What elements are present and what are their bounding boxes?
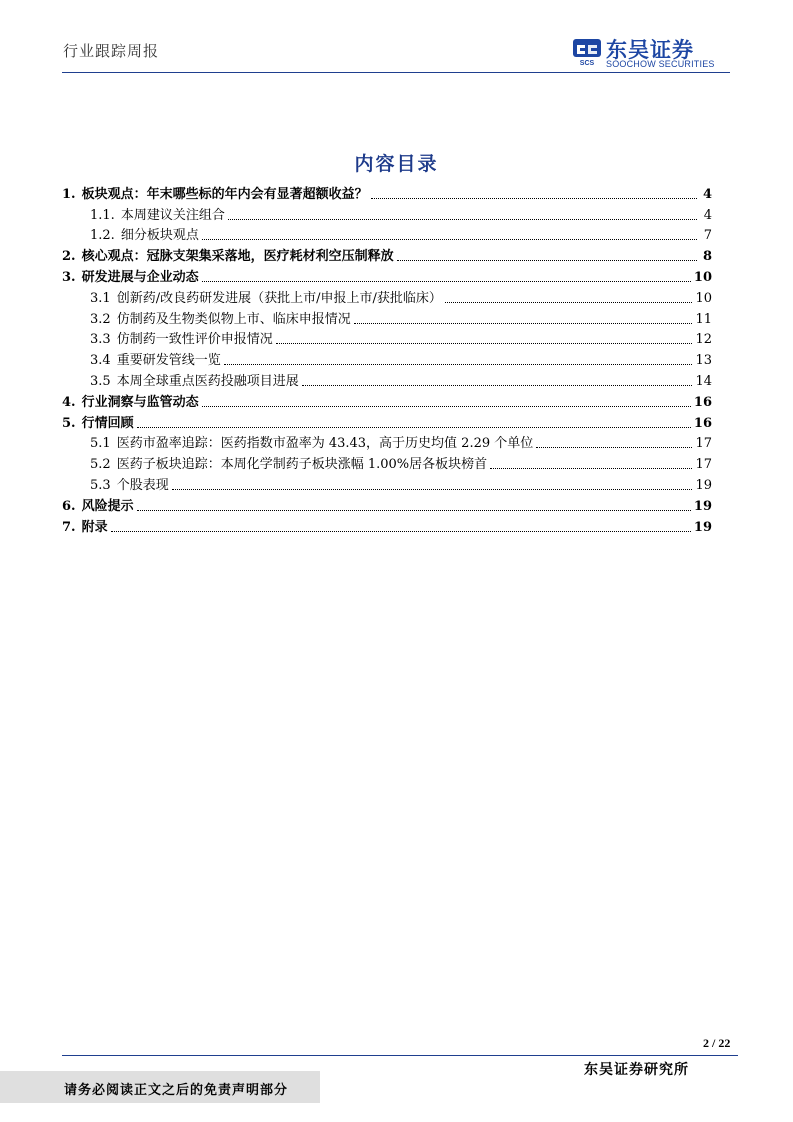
toc-entry-number: 1.2. bbox=[90, 228, 115, 244]
toc-dot-leader bbox=[228, 219, 697, 220]
toc-entry-text: 风险提示 bbox=[81, 498, 134, 514]
toc-entry-number: 4. bbox=[62, 394, 76, 410]
toc-entry-page: 12 bbox=[695, 332, 712, 348]
toc-dot-leader bbox=[202, 281, 691, 282]
toc-entry-text: 核心观点：冠脉支架集采落地，医疗耗材利空压制释放 bbox=[81, 249, 394, 265]
toc-dot-leader bbox=[536, 447, 692, 448]
toc-entry-text: 医药子板块追踪：本周化学制药子板块涨幅 1.00%居各板块榜首 bbox=[116, 457, 488, 473]
toc-entry-text: 本周全球重点医药投融项目进展 bbox=[116, 373, 299, 389]
toc-entry-page: 16 bbox=[693, 394, 712, 410]
toc-entry-text: 重要研发管线一览 bbox=[116, 353, 221, 369]
toc-entry-page: 10 bbox=[693, 269, 712, 285]
toc-entry-number: 7. bbox=[62, 519, 76, 535]
toc-entry-text: 医药市盈率追踪：医药指数市盈率为 43.43，高于历史均值 2.29 个单位 bbox=[116, 436, 534, 452]
toc-entry-page: 19 bbox=[695, 477, 712, 493]
toc-dot-leader bbox=[137, 510, 691, 511]
toc-dot-leader bbox=[276, 343, 693, 344]
toc-entry-number: 1.1. bbox=[90, 207, 115, 223]
toc-dot-leader bbox=[111, 531, 691, 532]
toc-entry[interactable] bbox=[62, 411, 712, 432]
toc-entry-page: 16 bbox=[693, 415, 712, 431]
toc-entry[interactable] bbox=[62, 265, 712, 286]
toc-entry[interactable] bbox=[62, 494, 712, 515]
toc-entry-number: 6. bbox=[62, 498, 76, 514]
footer-divider bbox=[62, 1055, 738, 1056]
toc-entry-text: 仿制药及生物类似物上市、临床申报情况 bbox=[116, 311, 351, 327]
toc-entry-number: 1. bbox=[62, 186, 76, 202]
header-divider bbox=[62, 72, 730, 73]
toc-entry-page: 13 bbox=[695, 353, 712, 369]
toc-entry-page: 19 bbox=[693, 519, 712, 535]
toc-entry-page: 14 bbox=[695, 373, 712, 389]
toc-dot-leader bbox=[202, 406, 691, 407]
footer-organization: 东吴证券研究所 bbox=[584, 1062, 689, 1078]
toc-entry-number: 5. bbox=[62, 415, 76, 431]
toc-entry-text: 创新药/改良药研发进展（获批上市/申报上市/获批临床） bbox=[116, 290, 442, 306]
toc-entry-number: 3.1 bbox=[90, 290, 111, 306]
toc-entry-text: 本周建议关注组合 bbox=[120, 207, 225, 223]
toc-entry-page: 19 bbox=[693, 498, 712, 514]
toc-entry[interactable] bbox=[62, 390, 712, 411]
toc-entry[interactable] bbox=[62, 348, 712, 369]
logo-mark-text: SCS bbox=[579, 60, 595, 66]
toc-entry[interactable] bbox=[62, 286, 712, 307]
toc-entry-number: 3.2 bbox=[90, 311, 111, 327]
toc-entry-number: 3.3 bbox=[90, 332, 111, 348]
toc-entry-number: 5.2 bbox=[90, 457, 111, 473]
toc-entry-page: 7 bbox=[703, 228, 712, 244]
toc-dot-leader bbox=[397, 260, 697, 261]
table-of-contents bbox=[62, 182, 712, 536]
toc-dot-leader bbox=[371, 198, 697, 199]
toc-entry[interactable] bbox=[62, 328, 712, 349]
toc-dot-leader bbox=[202, 239, 697, 240]
toc-entry[interactable] bbox=[62, 432, 712, 453]
toc-entry-page: 8 bbox=[702, 249, 712, 265]
toc-entry-page: 17 bbox=[695, 457, 712, 473]
logo-chinese-name: 东吴证券 bbox=[606, 38, 694, 62]
toc-title: 内容目录 bbox=[354, 153, 439, 175]
toc-entry-text: 细分板块观点 bbox=[120, 228, 199, 244]
toc-entry-number: 3.5 bbox=[90, 373, 111, 389]
toc-dot-leader bbox=[302, 385, 693, 386]
toc-entry-text: 行业洞察与监管动态 bbox=[81, 394, 199, 410]
toc-entry-text: 仿制药一致性评价申报情况 bbox=[116, 332, 273, 348]
company-logo bbox=[572, 34, 732, 70]
page-number: 2 / 22 bbox=[703, 1036, 731, 1050]
logo-mark-icon bbox=[572, 36, 602, 66]
toc-dot-leader bbox=[172, 489, 693, 490]
toc-entry[interactable] bbox=[62, 182, 712, 203]
toc-entry-page: 4 bbox=[703, 207, 712, 223]
toc-entry[interactable] bbox=[62, 369, 712, 390]
disclaimer-notice bbox=[0, 1071, 320, 1103]
toc-entry[interactable] bbox=[62, 244, 712, 265]
toc-entry[interactable] bbox=[62, 307, 712, 328]
toc-entry-text: 个股表现 bbox=[116, 477, 169, 493]
toc-entry[interactable] bbox=[62, 224, 712, 245]
toc-entry-number: 5.1 bbox=[90, 436, 111, 452]
toc-entry-number: 5.3 bbox=[90, 477, 111, 493]
toc-entry-number: 2. bbox=[62, 249, 76, 265]
toc-entry-text: 行情回顾 bbox=[81, 415, 134, 431]
logo-english-name: SOOCHOW SECURITIES bbox=[606, 59, 715, 69]
toc-entry-page: 10 bbox=[695, 290, 712, 306]
toc-entry-page: 17 bbox=[695, 436, 712, 452]
toc-entry-page: 11 bbox=[695, 311, 712, 327]
toc-entry[interactable] bbox=[62, 515, 712, 536]
report-type-label: 行业跟踪周报 bbox=[63, 42, 160, 60]
disclaimer-text: 请务必阅读正文之后的免责声明部分 bbox=[64, 1083, 289, 1098]
toc-entry[interactable] bbox=[62, 452, 712, 473]
toc-entry-text: 板块观点：年末哪些标的年内会有显著超额收益？ bbox=[81, 186, 368, 202]
toc-entry-number: 3.4 bbox=[90, 353, 111, 369]
toc-entry[interactable] bbox=[62, 473, 712, 494]
toc-dot-leader bbox=[137, 427, 691, 428]
toc-entry-text: 附录 bbox=[81, 519, 108, 535]
toc-entry-text: 研发进展与企业动态 bbox=[81, 269, 199, 285]
toc-entry[interactable] bbox=[62, 203, 712, 224]
toc-dot-leader bbox=[490, 468, 692, 469]
toc-entry-number: 3. bbox=[62, 269, 76, 285]
toc-entry-page: 4 bbox=[702, 186, 712, 202]
toc-dot-leader bbox=[354, 323, 693, 324]
toc-dot-leader bbox=[224, 364, 693, 365]
toc-dot-leader bbox=[445, 302, 693, 303]
